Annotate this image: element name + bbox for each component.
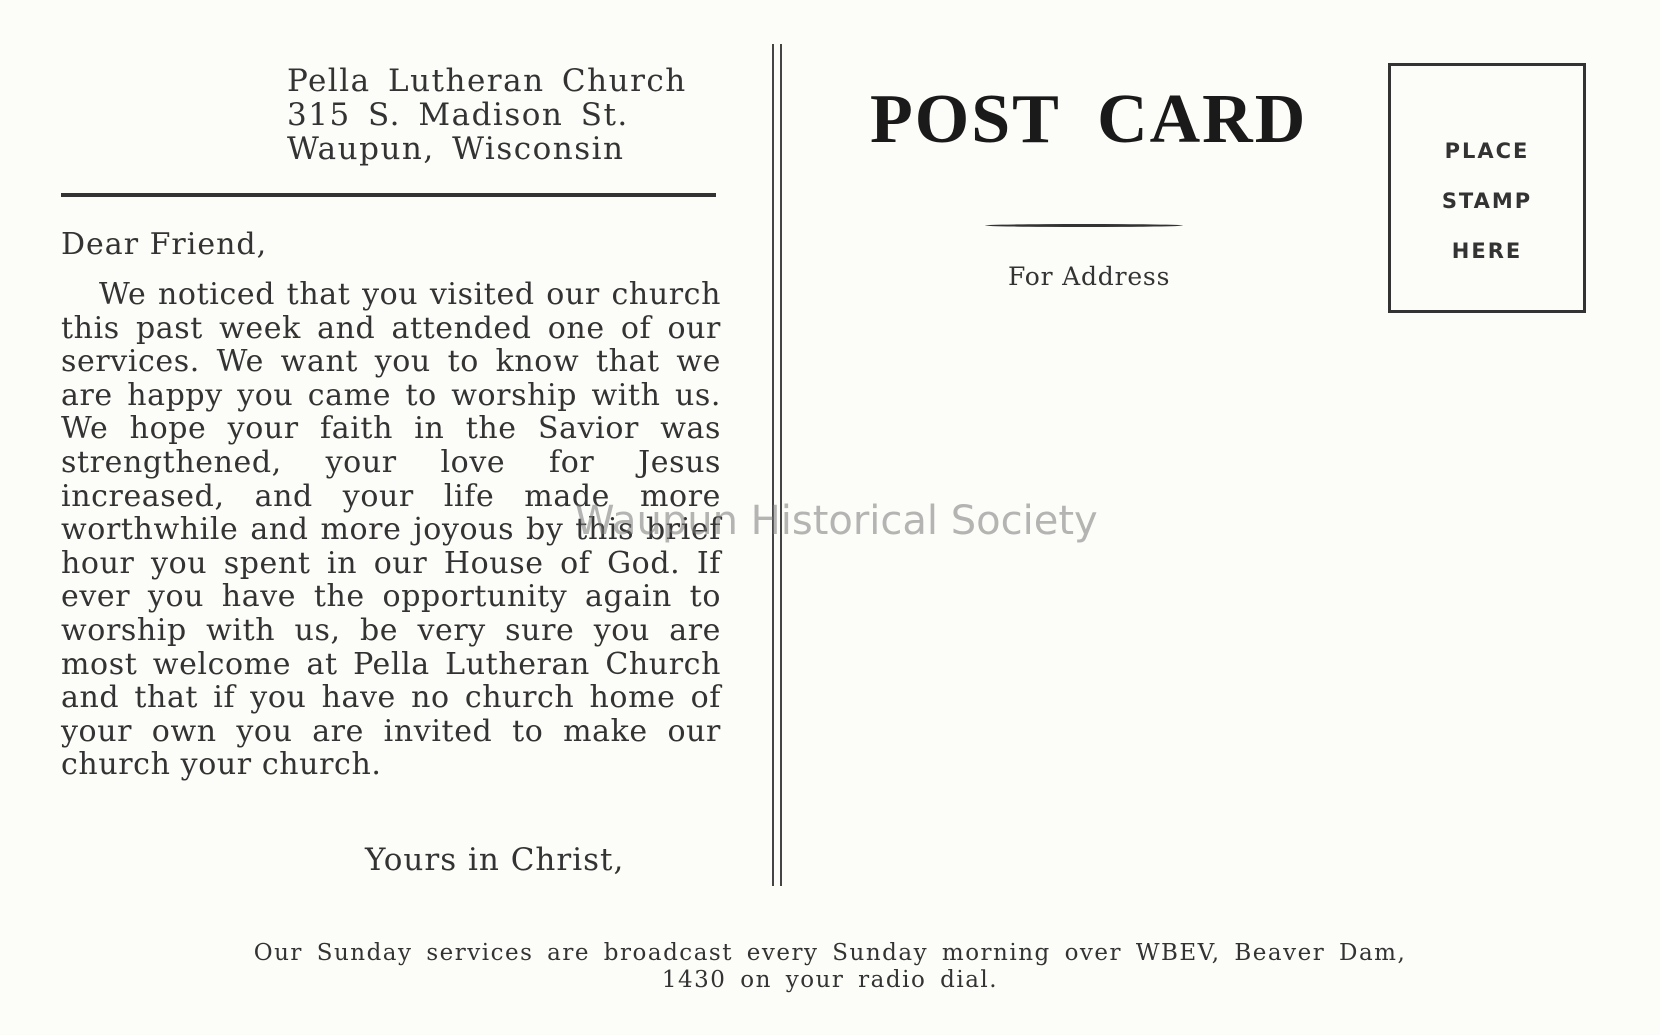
- return-address-line-church: Pella Lutheran Church: [287, 63, 687, 99]
- footer-line-1: Our Sunday services are broadcast every Sunday morning over WBEV, Beaver Dam,: [253, 940, 1407, 966]
- stamp-text-place: PLACE: [1444, 139, 1530, 163]
- message-closing: Yours in Christ,: [365, 842, 625, 878]
- stamp-text-stamp: STAMP: [1441, 189, 1533, 213]
- return-address: [287, 64, 687, 166]
- address-label: For Address: [1008, 262, 1171, 291]
- return-address-line-street: 315 S. Madison St.: [287, 97, 629, 133]
- address-rule: [985, 224, 1183, 227]
- center-divider-line: [772, 44, 774, 886]
- return-address-line-city: Waupun, Wisconsin: [287, 131, 625, 167]
- post-card-title: POST CARD: [870, 81, 1308, 158]
- footer-line-2: 1430 on your radio dial.: [661, 967, 999, 993]
- stamp-box: [1388, 63, 1586, 313]
- message-block: [61, 228, 721, 782]
- message-greeting: Dear Friend,: [61, 227, 268, 262]
- return-address-divider: [61, 193, 716, 197]
- center-divider-line-second: [780, 44, 782, 886]
- message-body: We noticed that you visited our church this past week and attended one of our services. We want you to know that we are happy you came to worship with us. We hope your faith in the Savior was strengthened, your love for Jesus increased, and your life made more worthwhile and more joyous by this brief hour you spent in our House of God. If ever you have the opportunity again to worship with us, be very sure you are most welcome at Pella Lutheran Church and that if you have no church home of your own you are invited to make our church your church.: [61, 277, 721, 783]
- stamp-text-here: HERE: [1451, 239, 1523, 263]
- watermark: Waupun Historical Society: [575, 498, 1098, 544]
- footer-note: [0, 940, 1660, 994]
